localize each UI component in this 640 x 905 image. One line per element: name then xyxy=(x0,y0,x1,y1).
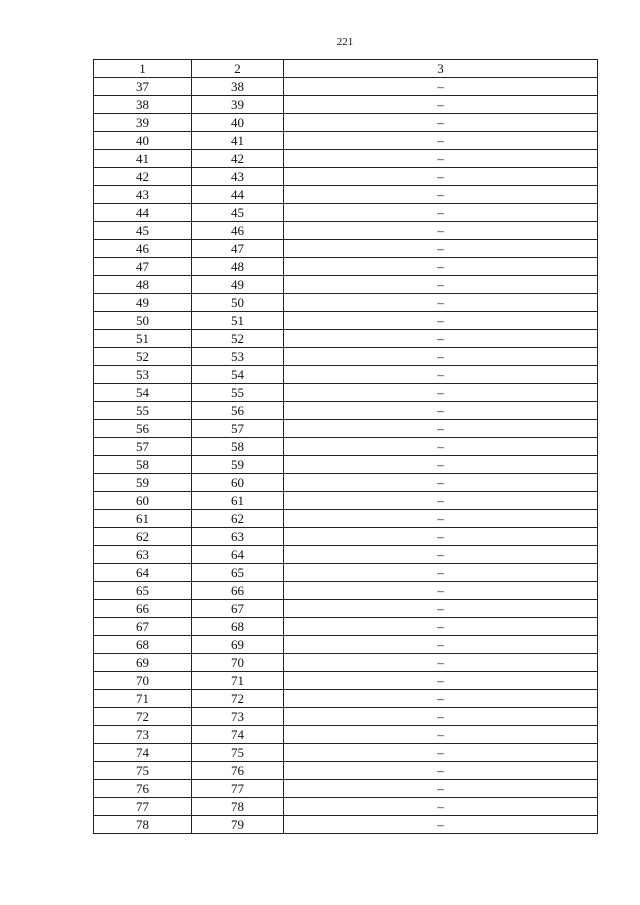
table-row xyxy=(94,132,598,150)
column-header-2: 2 xyxy=(192,60,284,78)
table-row xyxy=(94,492,598,510)
table-cell-col-3: – xyxy=(284,384,598,402)
table-body xyxy=(94,78,598,834)
table-cell-col-3: – xyxy=(284,690,598,708)
table-cell-col-1: 71 xyxy=(94,690,192,708)
table-cell-col-2: 77 xyxy=(192,780,284,798)
table-cell-col-1: 45 xyxy=(94,222,192,240)
table-cell-col-1: 77 xyxy=(94,798,192,816)
table-cell-col-3: – xyxy=(284,618,598,636)
table-cell-col-1: 42 xyxy=(94,168,192,186)
table-cell-col-3: – xyxy=(284,168,598,186)
table-row xyxy=(94,330,598,348)
table-cell-col-3: – xyxy=(284,510,598,528)
table-cell-col-1: 54 xyxy=(94,384,192,402)
table-cell-col-3: – xyxy=(284,582,598,600)
table-cell-col-3: – xyxy=(284,636,598,654)
table-cell-col-1: 63 xyxy=(94,546,192,564)
table-cell-col-2: 75 xyxy=(192,744,284,762)
table-cell-col-1: 51 xyxy=(94,330,192,348)
table-cell-col-2: 78 xyxy=(192,798,284,816)
table-row xyxy=(94,348,598,366)
table-cell-col-1: 78 xyxy=(94,816,192,834)
table-row xyxy=(94,636,598,654)
table-cell-col-3: – xyxy=(284,474,598,492)
table-row xyxy=(94,420,598,438)
table-row xyxy=(94,240,598,258)
table-cell-col-2: 65 xyxy=(192,564,284,582)
table-row xyxy=(94,384,598,402)
page-number: 221 xyxy=(336,36,354,48)
table-cell-col-1: 43 xyxy=(94,186,192,204)
table-cell-col-2: 53 xyxy=(192,348,284,366)
table-cell-col-3: – xyxy=(284,96,598,114)
table-cell-col-1: 41 xyxy=(94,150,192,168)
table-row xyxy=(94,546,598,564)
table-cell-col-2: 63 xyxy=(192,528,284,546)
table-row xyxy=(94,186,598,204)
table-cell-col-3: – xyxy=(284,564,598,582)
table-row xyxy=(94,708,598,726)
table-cell-col-2: 47 xyxy=(192,240,284,258)
table-cell-col-2: 50 xyxy=(192,294,284,312)
table-cell-col-1: 61 xyxy=(94,510,192,528)
table-cell-col-1: 39 xyxy=(94,114,192,132)
table-cell-col-1: 67 xyxy=(94,618,192,636)
table-row xyxy=(94,600,598,618)
table-cell-col-3: – xyxy=(284,492,598,510)
table-row xyxy=(94,618,598,636)
table-cell-col-3: – xyxy=(284,294,598,312)
table-cell-col-2: 54 xyxy=(192,366,284,384)
table-cell-col-3: – xyxy=(284,420,598,438)
table-cell-col-1: 75 xyxy=(94,762,192,780)
table-cell-col-3: – xyxy=(284,312,598,330)
table-cell-col-1: 68 xyxy=(94,636,192,654)
table-cell-col-1: 57 xyxy=(94,438,192,456)
table-cell-col-1: 76 xyxy=(94,780,192,798)
table-row xyxy=(94,582,598,600)
table-cell-col-3: – xyxy=(284,546,598,564)
table-cell-col-2: 59 xyxy=(192,456,284,474)
table-cell-col-3: – xyxy=(284,222,598,240)
table-row xyxy=(94,366,598,384)
table-row xyxy=(94,762,598,780)
table-cell-col-2: 49 xyxy=(192,276,284,294)
table-cell-col-1: 62 xyxy=(94,528,192,546)
table-cell-col-3: – xyxy=(284,744,598,762)
table-cell-col-3: – xyxy=(284,276,598,294)
table-row xyxy=(94,474,598,492)
table-cell-col-3: – xyxy=(284,762,598,780)
table-cell-col-2: 69 xyxy=(192,636,284,654)
table-cell-col-2: 67 xyxy=(192,600,284,618)
table-cell-col-1: 52 xyxy=(94,348,192,366)
table-cell-col-2: 57 xyxy=(192,420,284,438)
table-cell-col-2: 43 xyxy=(192,168,284,186)
table-cell-col-2: 58 xyxy=(192,438,284,456)
table-cell-col-1: 69 xyxy=(94,654,192,672)
table-cell-col-3: – xyxy=(284,816,598,834)
table-cell-col-3: – xyxy=(284,114,598,132)
table-row xyxy=(94,564,598,582)
table-cell-col-2: 60 xyxy=(192,474,284,492)
table-row xyxy=(94,438,598,456)
table-row xyxy=(94,78,598,96)
table-row xyxy=(94,276,598,294)
table-row xyxy=(94,690,598,708)
table-cell-col-1: 66 xyxy=(94,600,192,618)
table-cell-col-3: – xyxy=(284,258,598,276)
table-cell-col-3: – xyxy=(284,708,598,726)
table-cell-col-1: 50 xyxy=(94,312,192,330)
table-row xyxy=(94,258,598,276)
table-cell-col-3: – xyxy=(284,240,598,258)
table-cell-col-2: 74 xyxy=(192,726,284,744)
table-cell-col-2: 44 xyxy=(192,186,284,204)
table-cell-col-1: 44 xyxy=(94,204,192,222)
table-cell-col-3: – xyxy=(284,330,598,348)
table-cell-col-3: – xyxy=(284,528,598,546)
table-cell-col-3: – xyxy=(284,654,598,672)
table-row xyxy=(94,402,598,420)
table-cell-col-1: 60 xyxy=(94,492,192,510)
table-cell-col-2: 70 xyxy=(192,654,284,672)
table-row xyxy=(94,744,598,762)
table-cell-col-3: – xyxy=(284,726,598,744)
table-cell-col-1: 58 xyxy=(94,456,192,474)
table-cell-col-3: – xyxy=(284,780,598,798)
table-row xyxy=(94,222,598,240)
table-row xyxy=(94,798,598,816)
column-header-3: 3 xyxy=(284,60,598,78)
table-cell-col-3: – xyxy=(284,402,598,420)
table-cell-col-2: 56 xyxy=(192,402,284,420)
table-cell-col-2: 79 xyxy=(192,816,284,834)
table-row xyxy=(94,780,598,798)
table-cell-col-3: – xyxy=(284,798,598,816)
table-row xyxy=(94,96,598,114)
table-cell-col-2: 42 xyxy=(192,150,284,168)
table-row xyxy=(94,456,598,474)
table-row xyxy=(94,114,598,132)
table-cell-col-1: 53 xyxy=(94,366,192,384)
table-cell-col-2: 55 xyxy=(192,384,284,402)
table-cell-col-1: 38 xyxy=(94,96,192,114)
data-table xyxy=(93,59,598,834)
table-cell-col-2: 52 xyxy=(192,330,284,348)
table-cell-col-1: 73 xyxy=(94,726,192,744)
table-cell-col-3: – xyxy=(284,348,598,366)
table-cell-col-2: 46 xyxy=(192,222,284,240)
table-cell-col-3: – xyxy=(284,204,598,222)
table-cell-col-2: 40 xyxy=(192,114,284,132)
table-cell-col-3: – xyxy=(284,366,598,384)
table-cell-col-2: 73 xyxy=(192,708,284,726)
table-cell-col-1: 46 xyxy=(94,240,192,258)
table-cell-col-2: 64 xyxy=(192,546,284,564)
table-cell-col-3: – xyxy=(284,438,598,456)
table-row xyxy=(94,312,598,330)
table-cell-col-2: 41 xyxy=(192,132,284,150)
column-header-1: 1 xyxy=(94,60,192,78)
table-cell-col-2: 62 xyxy=(192,510,284,528)
table-cell-col-2: 66 xyxy=(192,582,284,600)
table-cell-col-2: 45 xyxy=(192,204,284,222)
table-cell-col-3: – xyxy=(284,78,598,96)
table-cell-col-3: – xyxy=(284,600,598,618)
table-row xyxy=(94,150,598,168)
table-row xyxy=(94,816,598,834)
table-cell-col-2: 72 xyxy=(192,690,284,708)
table-cell-col-1: 49 xyxy=(94,294,192,312)
table-cell-col-3: – xyxy=(284,672,598,690)
table-row xyxy=(94,204,598,222)
table-row xyxy=(94,294,598,312)
table-cell-col-1: 74 xyxy=(94,744,192,762)
table-row xyxy=(94,726,598,744)
table-row xyxy=(94,168,598,186)
table-cell-col-2: 61 xyxy=(192,492,284,510)
table-row xyxy=(94,654,598,672)
table-row xyxy=(94,672,598,690)
table-row xyxy=(94,510,598,528)
table-cell-col-2: 39 xyxy=(192,96,284,114)
table-cell-col-2: 51 xyxy=(192,312,284,330)
table-cell-col-2: 48 xyxy=(192,258,284,276)
table-cell-col-1: 55 xyxy=(94,402,192,420)
table-cell-col-1: 56 xyxy=(94,420,192,438)
table-cell-col-1: 47 xyxy=(94,258,192,276)
table-cell-col-3: – xyxy=(284,132,598,150)
table-cell-col-1: 59 xyxy=(94,474,192,492)
table-cell-col-1: 70 xyxy=(94,672,192,690)
table-cell-col-2: 71 xyxy=(192,672,284,690)
table-row xyxy=(94,528,598,546)
table-cell-col-2: 38 xyxy=(192,78,284,96)
table-cell-col-2: 76 xyxy=(192,762,284,780)
table-cell-col-3: – xyxy=(284,456,598,474)
table-cell-col-1: 65 xyxy=(94,582,192,600)
table-cell-col-2: 68 xyxy=(192,618,284,636)
table-cell-col-1: 64 xyxy=(94,564,192,582)
table-cell-col-1: 72 xyxy=(94,708,192,726)
table-cell-col-1: 40 xyxy=(94,132,192,150)
table-cell-col-3: – xyxy=(284,186,598,204)
table-header-row xyxy=(94,60,598,78)
table-cell-col-1: 37 xyxy=(94,78,192,96)
table-cell-col-3: – xyxy=(284,150,598,168)
table-cell-col-1: 48 xyxy=(94,276,192,294)
table-header xyxy=(94,60,598,78)
